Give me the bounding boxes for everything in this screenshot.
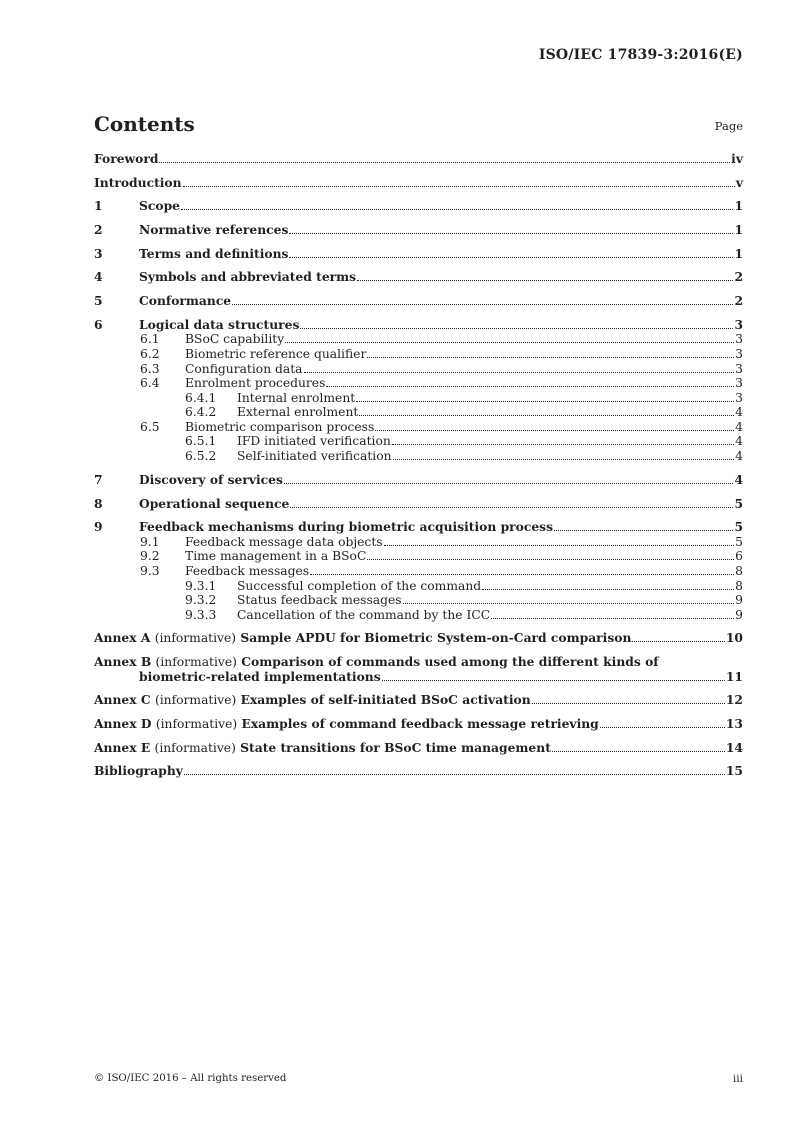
dot-leader: [359, 415, 734, 416]
toc-entry-page: 14: [725, 739, 743, 755]
toc-entry-page: 8: [735, 578, 743, 593]
contents-heading: Contents: [94, 112, 195, 136]
toc-entry-clause-8[interactable]: [94, 497, 743, 512]
toc-entry-title: [94, 631, 631, 646]
toc-entry-annex-e[interactable]: [94, 741, 743, 756]
toc-entry-6-4-2[interactable]: [94, 405, 743, 420]
annex-title: Examples of command feedback message retrieving: [241, 716, 599, 732]
page-column-label: Page: [714, 119, 743, 133]
toc-entry-number: 9.3.1: [185, 578, 217, 593]
toc-entry-number: 6.5: [140, 419, 160, 434]
toc-entry-page: 9: [735, 593, 743, 608]
toc-entry-clause-9[interactable]: [94, 520, 743, 535]
toc-entry-title: Successful completion of the command: [237, 578, 482, 593]
toc-entry-9-3-2[interactable]: [94, 593, 743, 608]
toc-entry-number: 1: [94, 198, 103, 214]
toc-entry-6-5-1[interactable]: [94, 434, 743, 449]
toc-entry-6-3[interactable]: [94, 362, 743, 377]
toc-entry-page: 9: [735, 607, 743, 622]
toc-entry-page: 3: [735, 376, 743, 391]
dot-leader: [375, 430, 734, 431]
toc-entry-clause-1[interactable]: [94, 199, 743, 214]
toc-entry-annex-b[interactable]: [94, 655, 743, 684]
toc-entry-number: 6.4: [140, 376, 160, 391]
toc-entry-title: Enrolment procedures: [185, 376, 326, 391]
toc-entry-9-3[interactable]: [94, 564, 743, 579]
table-of-contents: [94, 152, 743, 779]
toc-entry-6-5[interactable]: [94, 420, 743, 435]
toc-entry-title: Discovery of services: [139, 471, 283, 487]
toc-entry-6-1[interactable]: [94, 332, 743, 347]
toc-entry-title: Operational sequence: [139, 495, 290, 511]
dot-leader: [382, 680, 725, 681]
dot-leader: [289, 233, 733, 234]
annex-title: Sample APDU for Biometric System-on-Card comparison: [240, 630, 632, 646]
toc-entry-title: Cancellation of the command by the ICC: [237, 607, 491, 622]
toc-entry-annex-a[interactable]: [94, 631, 743, 646]
toc-entry-introduction[interactable]: [94, 176, 743, 191]
toc-entry-page: 4: [735, 405, 743, 420]
toc-entry-number: 6.1: [140, 332, 160, 347]
toc-entry-number: 4: [94, 269, 103, 285]
annex-type: (informative): [154, 693, 237, 708]
toc-entry-page: v: [735, 174, 743, 190]
toc-entry-title: [94, 693, 531, 708]
toc-entry-title: Feedback messages: [185, 563, 310, 578]
toc-entry-9-1[interactable]: [94, 535, 743, 550]
toc-entry-number: 7: [94, 471, 103, 487]
dot-leader: [357, 280, 733, 281]
dot-leader: [632, 641, 724, 642]
toc-entry-title: [94, 741, 551, 756]
dot-leader: [367, 559, 734, 560]
toc-entry-title: Foreword: [94, 151, 159, 166]
dot-leader: [392, 444, 734, 445]
toc-entry-clause-2[interactable]: [94, 223, 743, 238]
copyright-notice: © ISO/IEC 2016 – All rights reserved: [94, 1073, 287, 1084]
annex-type: (informative): [154, 631, 237, 646]
toc-entry-title: Self-initiated verification: [237, 449, 392, 464]
dot-leader: [159, 162, 730, 163]
toc-entry-page: 12: [725, 692, 743, 708]
annex-type: (informative): [154, 740, 236, 755]
toc-entry-bibliography[interactable]: [94, 764, 743, 779]
dot-leader: [491, 618, 734, 619]
dot-leader: [356, 401, 734, 402]
dot-leader: [284, 483, 734, 484]
toc-entry-page: 5: [734, 495, 743, 511]
toc-entry-number: 6.5.1: [185, 434, 217, 449]
toc-entry-number: 2: [94, 222, 103, 238]
dot-leader: [290, 507, 733, 508]
toc-entry-clause-7[interactable]: [94, 473, 743, 488]
toc-entry-page: 8: [735, 563, 743, 578]
toc-entry-clause-5[interactable]: [94, 294, 743, 309]
toc-entry-clause-4[interactable]: [94, 270, 743, 285]
toc-entry-number: 8: [94, 495, 103, 511]
toc-entry-title: Configuration data: [185, 361, 303, 376]
toc-entry-number: 9.3.2: [185, 593, 217, 608]
toc-entry-page: 6: [735, 549, 743, 564]
toc-entry-page: 5: [734, 519, 743, 535]
toc-entry-title: BSoC capability: [185, 332, 285, 347]
dot-leader: [184, 774, 725, 775]
toc-entry-number: 5: [94, 293, 103, 309]
toc-entry-page: 2: [734, 269, 743, 285]
toc-entry-page: iv: [731, 151, 743, 166]
toc-entry-title: Biometric reference qualifier: [185, 346, 367, 361]
toc-entry-title: Logical data structures: [139, 316, 300, 332]
dot-leader: [554, 530, 733, 531]
toc-entry-page: 1: [734, 245, 743, 261]
dot-leader: [326, 386, 734, 387]
toc-entry-number: 6.3: [140, 361, 160, 376]
dot-leader: [232, 304, 733, 305]
toc-entry-page: 15: [725, 763, 743, 779]
toc-entry-page: 13: [725, 716, 743, 732]
dot-leader: [183, 186, 735, 187]
toc-entry-title: Feedback mechanisms during biometric acquisition process: [139, 519, 554, 535]
toc-entry-title: Terms and definitions: [139, 245, 289, 261]
annex-title-line-2: biometric-related implementations: [139, 668, 381, 684]
toc-entry-page: 4: [734, 471, 743, 487]
toc-entry-page: 4: [735, 449, 743, 464]
toc-entry-6-4-1[interactable]: [94, 391, 743, 406]
toc-entry-title: IFD initiated verification: [237, 434, 391, 449]
annex-type: (informative): [155, 655, 237, 670]
toc-entry-page: 3: [735, 390, 743, 405]
toc-entry-number: 6.4.2: [185, 405, 217, 420]
annex-b-continuation: [94, 670, 743, 685]
toc-entry-number: 9.3.3: [185, 607, 217, 622]
toc-entry-page: 3: [735, 361, 743, 376]
toc-entry-clause-3[interactable]: [94, 247, 743, 262]
toc-entry-number: 9.3: [140, 563, 160, 578]
dot-leader: [300, 328, 733, 329]
standard-identifier: ISO/IEC 17839-3:2016(E): [538, 47, 743, 63]
dot-leader: [289, 257, 733, 258]
toc-entry-title: [94, 655, 743, 670]
toc-entry-page: 2: [734, 293, 743, 309]
annex-title-line-1: Comparison of commands used among the different kinds of: [241, 654, 659, 670]
toc-entry-page: 5: [735, 534, 743, 549]
toc-entry-foreword[interactable]: [94, 152, 743, 167]
toc-entry-page: 11: [725, 668, 743, 684]
toc-entry-title: [94, 717, 599, 732]
dot-leader: [482, 589, 734, 590]
toc-entry-page: 3: [735, 346, 743, 361]
dot-leader: [310, 574, 734, 575]
toc-entry-page: 3: [735, 332, 743, 347]
annex-label: Annex B: [94, 654, 152, 670]
toc-entry-number: 3: [94, 245, 103, 261]
toc-entry-number: 6.4.1: [185, 390, 217, 405]
dot-leader: [304, 372, 735, 373]
toc-entry-page: 1: [734, 222, 743, 238]
toc-entry-title: External enrolment: [237, 405, 359, 420]
dot-leader: [367, 357, 734, 358]
toc-entry-title: Biometric comparison process: [185, 419, 375, 434]
dot-leader: [532, 703, 725, 704]
toc-entry-annex-c[interactable]: [94, 693, 743, 708]
toc-entry-6-4[interactable]: [94, 376, 743, 391]
toc-entry-number: 9: [94, 519, 103, 535]
toc-entry-page: 10: [725, 630, 743, 646]
toc-entry-number: 9.1: [140, 534, 160, 549]
toc-entry-title: Conformance: [139, 293, 232, 309]
toc-entry-title: Feedback message data objects: [185, 534, 383, 549]
toc-entry-6-5-2[interactable]: [94, 449, 743, 464]
toc-entry-number: 6: [94, 316, 103, 332]
toc-entry-title: Scope: [139, 198, 180, 214]
toc-entry-annex-d[interactable]: [94, 717, 743, 732]
toc-entry-clause-6[interactable]: [94, 318, 743, 333]
dot-leader: [393, 459, 735, 460]
annex-type: (informative): [155, 717, 238, 732]
annex-label: Annex D: [94, 716, 152, 732]
annex-title: State transitions for BSoC time management: [240, 739, 551, 755]
toc-entry-title: Internal enrolment: [237, 390, 356, 405]
dot-leader: [285, 342, 734, 343]
toc-entry-page: 3: [734, 316, 743, 332]
dot-leader: [384, 545, 735, 546]
toc-entry-9-3-3[interactable]: [94, 608, 743, 623]
toc-entry-9-3-1[interactable]: [94, 579, 743, 594]
toc-entry-title: Status feedback messages: [237, 593, 402, 608]
toc-entry-page: 1: [734, 198, 743, 214]
annex-label: Annex A: [94, 630, 151, 646]
annex-label: Annex E: [94, 739, 151, 755]
dot-leader: [403, 603, 735, 604]
annex-title: Examples of self-initiated BSoC activation: [240, 692, 531, 708]
toc-entry-number: 9.2: [140, 549, 160, 564]
toc-entry-title: Symbols and abbreviated terms: [139, 269, 357, 285]
toc-entry-title: Bibliography: [94, 763, 183, 779]
toc-entry-title: Introduction: [94, 174, 182, 190]
dot-leader: [552, 751, 725, 752]
page-number: iii: [732, 1073, 743, 1085]
toc-entry-page: 4: [735, 434, 743, 449]
toc-entry-number: 6.2: [140, 346, 160, 361]
toc-entry-title: Normative references: [139, 222, 289, 238]
toc-entry-6-2[interactable]: [94, 347, 743, 362]
annex-label: Annex C: [94, 692, 151, 708]
dot-leader: [600, 727, 725, 728]
toc-entry-page: 4: [735, 419, 743, 434]
dot-leader: [181, 209, 733, 210]
toc-entry-number: 6.5.2: [185, 449, 217, 464]
toc-entry-title: Time management in a BSoC: [185, 549, 367, 564]
toc-entry-9-2[interactable]: [94, 549, 743, 564]
